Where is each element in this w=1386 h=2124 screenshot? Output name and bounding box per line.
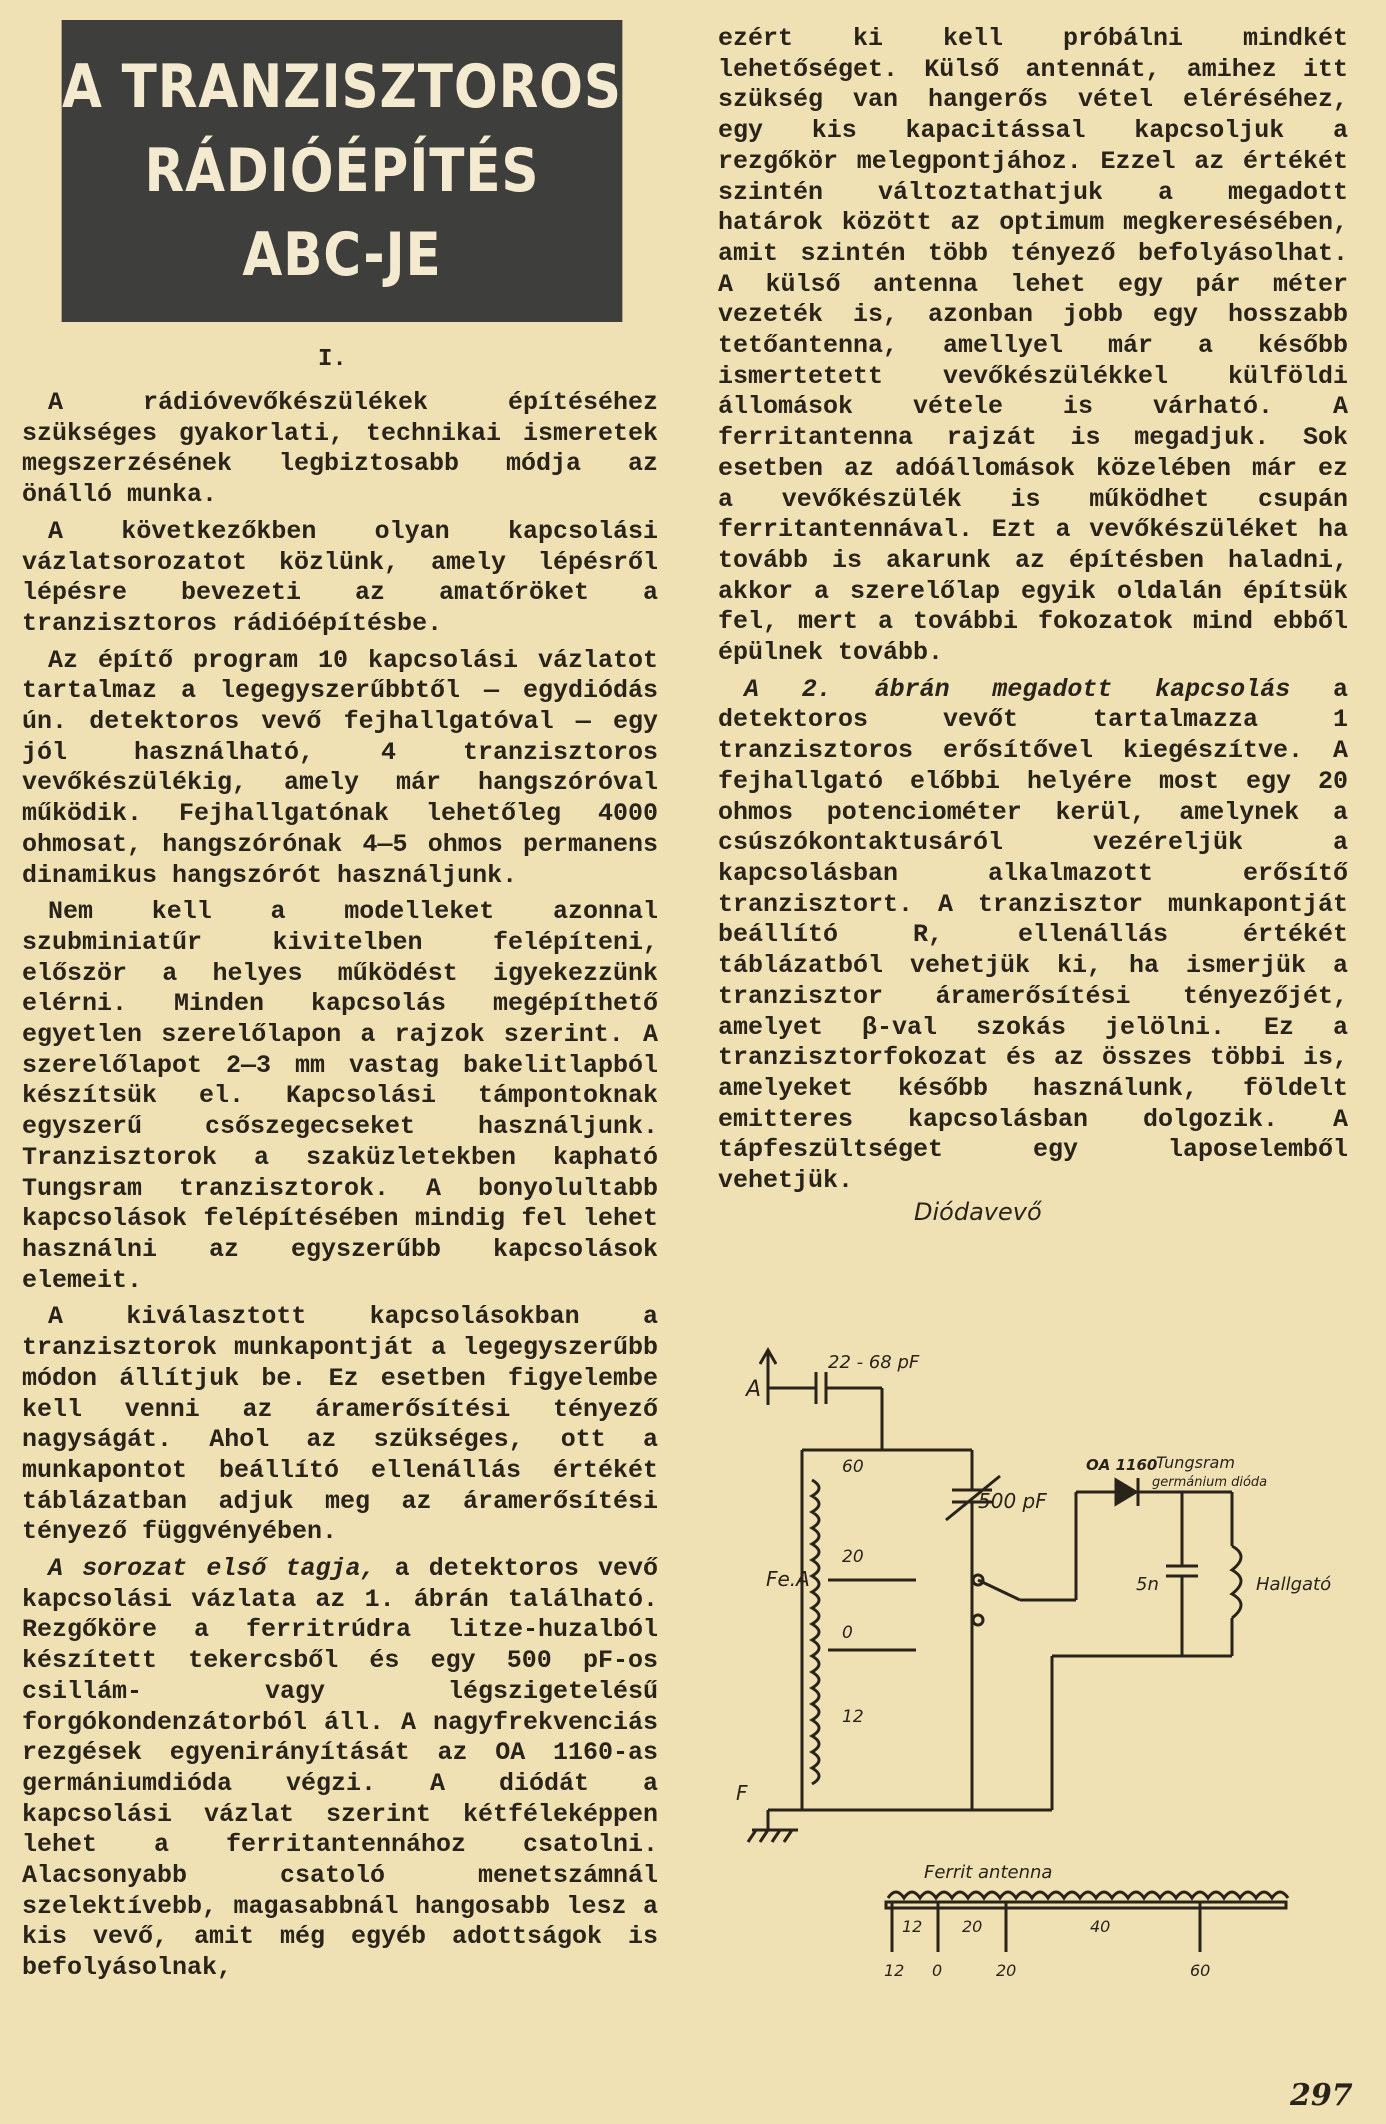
- diode-description: Tungsram: [1156, 1453, 1235, 1472]
- ferrite-tap-label: 12: [884, 1961, 905, 1980]
- title-line-1: A TRANZISZTOROS: [62, 52, 622, 122]
- headphone-label: Hallgató: [1256, 1574, 1332, 1595]
- diode-label: OA 1160: [1086, 1456, 1158, 1474]
- switch-lever: [978, 1580, 1020, 1600]
- ferrite-antenna-title: Ferrit antenna: [924, 1862, 1053, 1883]
- paragraph: ezért ki kell próbálni mindkét lehetőséget. Külső antennát, amihez itt szükség van hangerős vétel eléréséhez, egy kis kapacitással kapcsoljuk a rezgőkör melegpontjához. Ezzel az értékét szintén változtathatjuk a megadott határok között az optimum megkeresésében, amit szintén több tényező befolyásolhat. A külső antenna lehet egy pár méter vezeték is, azonban jobb egy hosszabb tetőantenna, amellyel már a később ismertetett vevőkészülékkel külföldi állomások vétele is várható. A ferritantenna rajzát is megadjuk. Sok esetben az adóállomások közelében már ez a vevőkészülék is működhet csupán ferritantennával. Ezt a vevőkészüléket ha tovább is akarunk az építésben haladni, akkor a szerelőlap egyik oldalán építsük fel, mert a további fokozatok mind ebből épülnek tovább.: [718, 24, 1348, 668]
- ferrite-tap-label: 20: [996, 1961, 1017, 1980]
- coupling-capacitor-label: 22 - 68 pF: [828, 1352, 920, 1373]
- coil-tap-label: 12: [842, 1707, 864, 1727]
- right-text-column: [718, 24, 1348, 1203]
- circuit-diagram: [716, 1190, 1376, 2030]
- coil-tap-label: 20: [842, 1547, 864, 1567]
- capacitor-5n-label: 5n: [1136, 1574, 1159, 1595]
- title-line-2: RÁDIÓÉPÍTÉS: [144, 136, 540, 206]
- paragraph: A kiválasztott kapcsolásokban a tranzisztorok munkapontját a legegyszerűbb módon állítjuk be. Ez esetben figyelembe kell venni az áramerősítési tényező nagyságát. Ahol az szükséges, ott a munkapontot beállító ellenállás értékét táblázatban adjuk meg az áramerősítési tényező függvényében.: [22, 1302, 658, 1547]
- section-number: I.: [318, 346, 347, 373]
- title-line-3: ABC-JE: [242, 220, 442, 290]
- coil-tap-label: 0: [842, 1623, 853, 1643]
- article-title-box: [62, 20, 623, 322]
- ferrite-rod: [886, 1902, 1286, 1908]
- ferrite-tap-label: 60: [1190, 1961, 1211, 1980]
- variable-capacitor-label: 500 pF: [978, 1489, 1047, 1513]
- ferrite-coil-icon: [888, 1892, 1288, 1898]
- paragraph: A rádióvevőkészülékek építéséhez szükséges gyakorlati, technikai ismeretek megszerzésének legbiztosabb módja az önálló munka.: [22, 388, 658, 510]
- ferrite-segment-label: 40: [1090, 1917, 1111, 1936]
- italic-lead: A 2. ábrán megadott kapcsolás: [744, 674, 1291, 704]
- paragraph-text: a detektoros vevőt tartalmazza 1 tranzisztoros erősítővel kiegészítve. A fejhallgató előbbi helyére most egy 20 ohmos potenciométer kerül, amelynek a csúszókontaktusáról vezéreljük a kapcsolásban alkalmazott erősítő tranzisztort. A tranzisztor munkapontját beállító R, ellenállás értékét táblázatból vehetjük ki, ha ismerjük a tranzisztor áramerősítési tényezőjét, amelyet β-val szokás jelölni. Ez a tranzisztorfokozat és az összes többi is, amelyeket később használunk, földelt emitteres kapcsolásban dolgozik. A tápfeszültséget egy laposelemből vehetjük.: [718, 674, 1348, 1196]
- switch-contact: [973, 1615, 983, 1625]
- left-text-column: [22, 388, 658, 1990]
- paragraph-text: a detektoros vevő kapcsolási vázlata az 1. ábrán található. Rezgőköre a ferritrúdra litze-huzalból készített tekercsből és egy 500 pF-os csillám- vagy légszigetelésű forgókondenzátorból áll. A nagyfrekvenciás rezgések egyenirányítását az OA 1160-as germániumdióda végzi. A diódát a kapcsolási vázlat szerint kétféleképpen lehet a ferritantennához csatolni. Alacsonyabb csatoló menetszámnál szelektívebb, magasabbnál hangosabb lesz a kis vevő, amit még egyéb adottságok is befolyásolnak,: [22, 1554, 658, 1983]
- coil-tap-label: 60: [842, 1457, 864, 1477]
- antenna-label: A: [746, 1377, 762, 1402]
- ferrite-segment-label: 20: [962, 1917, 983, 1936]
- diode-icon: [1116, 1480, 1136, 1504]
- diagram-title: Diódavevő: [914, 1198, 1042, 1226]
- ferrite-antenna-label: Fe.A: [766, 1567, 810, 1591]
- page-number: 297: [1290, 2078, 1353, 2113]
- paragraph: A következőkben olyan kapcsolási vázlatsorozatot közlünk, amely lépésről lépésre bevezeti az amatőröket a tranzisztoros rádióépítésbe.: [22, 516, 658, 638]
- paragraph: [718, 675, 1348, 1197]
- diode-description: germánium dióda: [1152, 1475, 1268, 1490]
- paragraph: Az építő program 10 kapcsolási vázlatot tartalmaz a legegyszerűbbtől — egydiódás ún. detektoros vevő fejhallgatóval — egy jól használható, 4 tranzisztoros vevőkészülékig, amely már hangszóróval működik. Fejhallgatónak lehetőleg 4000 ohmosat, hangszórónak 4—5 ohmos permanens dinamikus hangszórót használjunk.: [22, 645, 658, 890]
- headphone-icon: [1232, 1546, 1241, 1618]
- ferrite-segment-label: 12: [902, 1917, 923, 1936]
- italic-lead: A sorozat első tagja,: [48, 1554, 376, 1584]
- ferrite-tap-label: 0: [932, 1961, 943, 1980]
- circuit-diagram-svg: [716, 1190, 1376, 2030]
- paragraph: Nem kell a modelleket azonnal szubminiatűr kivitelben felépíteni, először a helyes működést igyekezzünk elérni. Minden kapcsolás megépíthető egyetlen szerelőlapon a rajzok szerint. A szerelőlapot 2—3 mm vastag bakelitlapból készítsük el. Kapcsolási támpontoknak egyszerű csőszegecseket használjunk. Tranzisztorok a szaküzletekben kapható Tungsram tranzisztorok. A bonyolultabb kapcsolások felépítésében mindig fel lehet használni az egyszerűbb kapcsolások elemeit.: [22, 897, 658, 1295]
- coil-icon: [812, 1480, 819, 1784]
- paragraph: [22, 1554, 658, 1984]
- ground-label: F: [736, 1781, 748, 1805]
